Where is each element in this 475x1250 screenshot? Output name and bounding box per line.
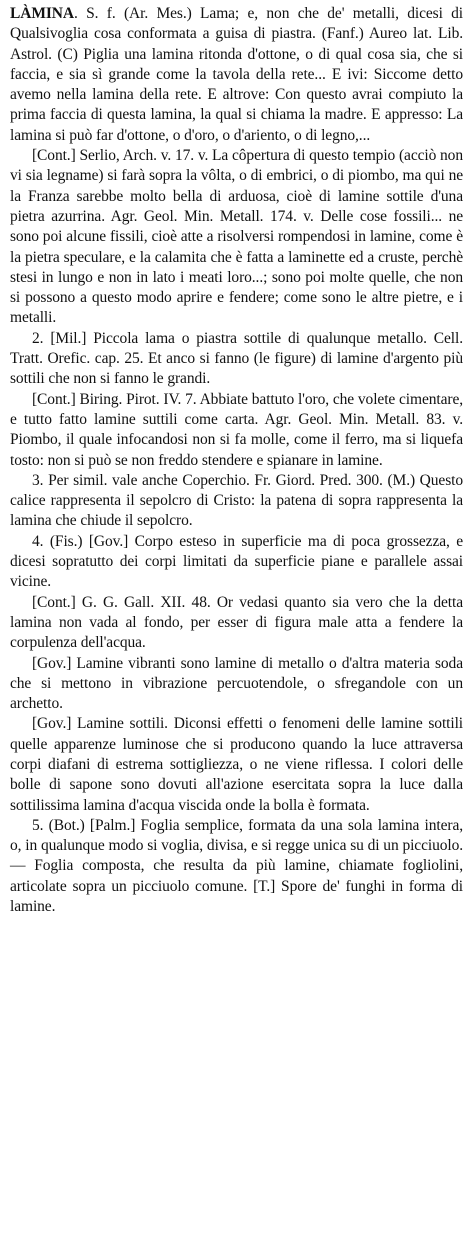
entry-definition-main: LÀMINA. S. f. (Ar. Mes.) Lama; e, non che de' metalli, dicesi di Qualsivoglia cosa conformata a guisa di piastra. (Fanf.) Aureo lat. Lib. Astrol. (C) Piglia una lamina ritonda d'ottone, o di qual cosa sia, che si faccia, e sia sì grande come la tavola della rete... E ivi: Siccome detto avemo nella lamina della rete. E altrove: Con questo avrai compiuto la prima faccia di questa lamina, la qual si chiama la madre. E appresso: La lamina si può far d'ottone, o d'oro, o d'ariento, o di legno,... (10, 5, 463, 144)
headword: LÀMINA (10, 5, 74, 22)
entry-sense-3: 3. Per simil. vale anche Coperchio. Fr. Giord. Pred. 300. (M.) Questo calice rappresenta il sepolcro di Cristo: la patena di sopra rappresenta la lamina che chiude il sepolcro. (10, 471, 463, 530)
entry-sense-5: 5. (Bot.) [Palm.] Foglia semplice, formata da una sola lamina intera, o, in qualunque modo si voglia, divisa, e si regge unica su di un picciuolo. — Foglia composta, che resulta da più lamine, chiamate fogliolini, articolate sopra un picciuolo comune. [T.] Spore de' funghi in forma di lamine. (10, 816, 463, 916)
entry-citation-galileo: [Cont.] G. G. Gall. XII. 48. Or vedasi quanto sia vero che la detta lamina non vada al fondo, per esser di figura male atta a fendere la corpulenza dell'acqua. (10, 593, 463, 652)
entry-citation-biring: [Cont.] Biring. Pirot. IV. 7. Abbiate battuto l'oro, che volete cimentare, e tutto fatto lamine suttili come carta. Agr. Geol. Min. Metall. 83. v. Piombo, il quale infocandosi non si fa molle, come il ferro, ma si liquefa tosto: non si può se non freddo stendere e spianare in lamine. (10, 390, 463, 469)
entry-sense-4: 4. (Fis.) [Gov.] Corpo esteso in superficie ma di poca grossezza, e dicesi sopratutto dei corpi limitati da superficie piane e parallele assai vicine. (10, 532, 463, 591)
entry-subsense-lamine-vibranti: [Gov.] Lamine vibranti sono lamine di metallo o d'altra materia soda che si mettono in vibrazione percuotendole, o sfregandole con un archetto. (10, 654, 463, 713)
entry-subsense-lamine-sottili: [Gov.] Lamine sottili. Diconsi effetti o fenomeni delle lamine sottili quelle apparenze luminose che si producono quando la luce attraversa corpi diafani di estrema sottigliezza, o ne viene riflessa. I colori delle bolle di sapone sono dovuti all'azione esercitata sopra la luce dalla sottilissima lamina d'acqua viscida onde la bolla è formata. (10, 715, 463, 814)
entry-sense-2: 2. [Mil.] Piccola lama o piastra sottile di qualunque metallo. Cell. Tratt. Orefic. cap. 25. Et anco si fanno (le figure) di lamine d'argento più sottili che non si fanno le grandi. (10, 329, 463, 388)
entry-citation-serlio: [Cont.] Serlio, Arch. v. 17. v. La côpertura di questo tempio (acciò non vi sia legname) si farà sopra la vôlta, o di embrici, o di piombo, ma qui ne la Franza sarebbe molto bella di arduosa, cioè di lamine sottile d'una pietra azurrina. Agr. Geol. Min. Metall. 174. v. Delle cose fossili... ne sono poi alcune fissili, cioè atte a risolversi rompendosi in lamine, come è la pietra speculare, e la calamita che è fatta a laminette ed a cruste, perchè stesi in lungo e non in lato i meati loro...; sono poi molte quelle, che non si possono a questo modo aprire e fendere; come sono le altre pietre, e i metalli. (10, 147, 463, 327)
